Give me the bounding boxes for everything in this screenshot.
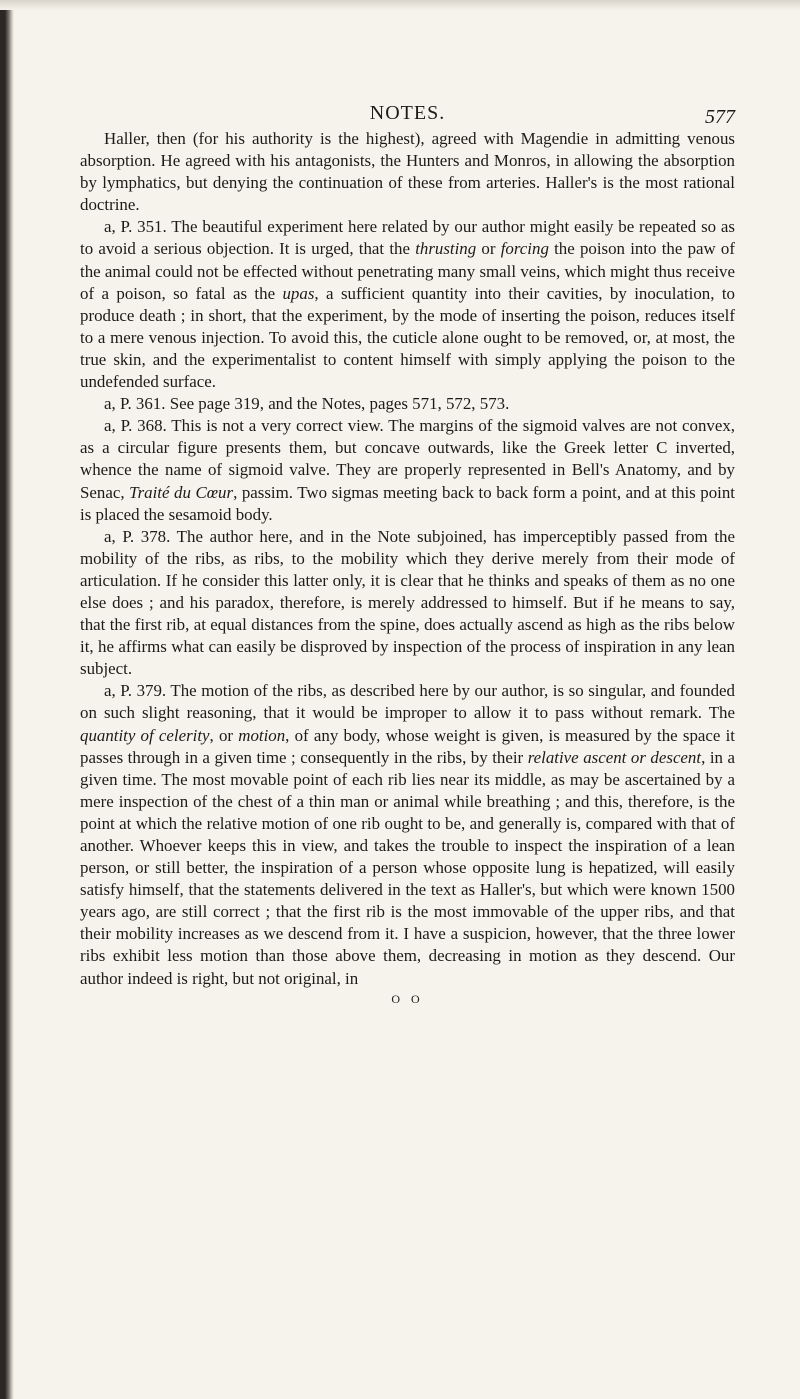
- text-run: Haller, then (for his authority is the highest), agreed with Magendie in admitting venous absorption. He agreed with his antagonists, the Hunters and Monros, in allowing the absorption by lymphatics, but denying the continuation of these from arteries. Haller's is the most rational doctrine.: [80, 129, 735, 215]
- note-paragraph: [80, 415, 735, 525]
- italic-text: quantity of celerity: [80, 725, 210, 745]
- note-paragraph: [80, 393, 735, 415]
- text-run: , passim. Two sigmas meeting back to back form a point, and at this point is placed the sesamoid body.: [80, 482, 736, 524]
- text-run: a, P. 361. See page 319, and the Notes, pages 571, 572, 573.: [104, 394, 510, 414]
- page-number: 577: [705, 106, 735, 128]
- running-head: [80, 78, 735, 128]
- note-paragraph: [80, 128, 735, 216]
- text-run: a, P. 378. The author here, and in the Note subjoined, has imperceptibly passed from the mobility of the ribs, as ribs, to the mobility which they derive merely from their mode of articulation. If he consider this latter only, it is clear that he thinks and speaks of them as no one else does ; and his paradox, therefore, is merely addressed to himself. But if he means to say, that the first rib, at equal distances from the spine, does actually ascend as high as the ribs below it, he affirms what can easily be disproved by inspection of the process of inspiration in any lean subject.: [80, 526, 735, 679]
- text-run: , of any body, whose weight is given, is measured by the space it passes through in a given time ; consequently in the ribs, by their: [80, 725, 735, 767]
- text-run: the poison into the paw of the animal could not be effected without penetrating many small veins, which might thus receive of a poison, so fatal as the: [80, 239, 735, 303]
- signature-mark: O O: [391, 991, 424, 1006]
- note-paragraph: [80, 526, 735, 681]
- running-head-title: NOTES.: [369, 102, 446, 124]
- italic-text: thrusting: [415, 239, 477, 259]
- text-run: a, P. 379. The motion of the ribs, as described here by our author, is so singular, and founded on such slight reasoning, that it would be improper to allow it to pass without remark. The: [80, 681, 735, 723]
- italic-text: motion: [238, 725, 286, 745]
- text-run: , or: [209, 725, 239, 745]
- book-page: [80, 78, 735, 1007]
- text-run: or: [476, 239, 501, 259]
- notes-body-text: [80, 128, 735, 990]
- italic-text: upas: [282, 283, 315, 303]
- italic-text: relative ascent or descent: [527, 747, 702, 767]
- italic-text: forcing: [500, 239, 549, 259]
- text-run: , in a given time. The most movable point of each rib lies near its middle, as may be ascertained by a mere inspection of the chest of a thin man or animal while breathing ; and this, therefore, is the point at which the relative motion of one rib ought to be, and generally is, compared with that of another. Whoever keeps this in view, and takes the trouble to inspect the inspiration of a lean person, or still better, the inspiration of a person whose opposite lung is hepatized, will easily satisfy himself, that the statements delivered in the text as Haller's, but which were known 1500 years ago, are still correct ; that the first rib is the most immovable of the upper ribs, and that their mobility increases as we descend from it. I have a suspicion, however, that the three lower ribs exhibit less motion than those above them, decreasing in motion as they descend. Our author indeed is right, but not original, in: [80, 747, 735, 988]
- page-top-edge: [0, 0, 800, 10]
- italic-text: Traité du Cœur: [129, 482, 234, 502]
- text-run: a, P. 351. The beautiful experiment here related by our author might easily be repeated so as to avoid a serious objection. It is urged, that the: [80, 217, 735, 259]
- note-paragraph: [80, 216, 735, 393]
- book-binding-edge: [0, 0, 14, 1399]
- text-run: a, P. 368. This is not a very correct view. The margins of the sigmoid valves are not convex, as a circular figure presents them, but concave outwards, like the Greek letter C inverted, whence the name of sigmoid valve. They are properly represented in Bell's Anatomy, and by Senac,: [80, 416, 735, 502]
- note-paragraph: [80, 680, 735, 989]
- text-run: , a sufficient quantity into their cavities, by inoculation, to produce death ; in short, that the experiment, by the mode of inserting the poison, reduces itself to a mere venous injection. To avoid this, the cuticle alone ought to be removed, or, at most, the true skin, and the experimentalist to content himself with simply applying the poison to the undefended surface.: [80, 283, 735, 392]
